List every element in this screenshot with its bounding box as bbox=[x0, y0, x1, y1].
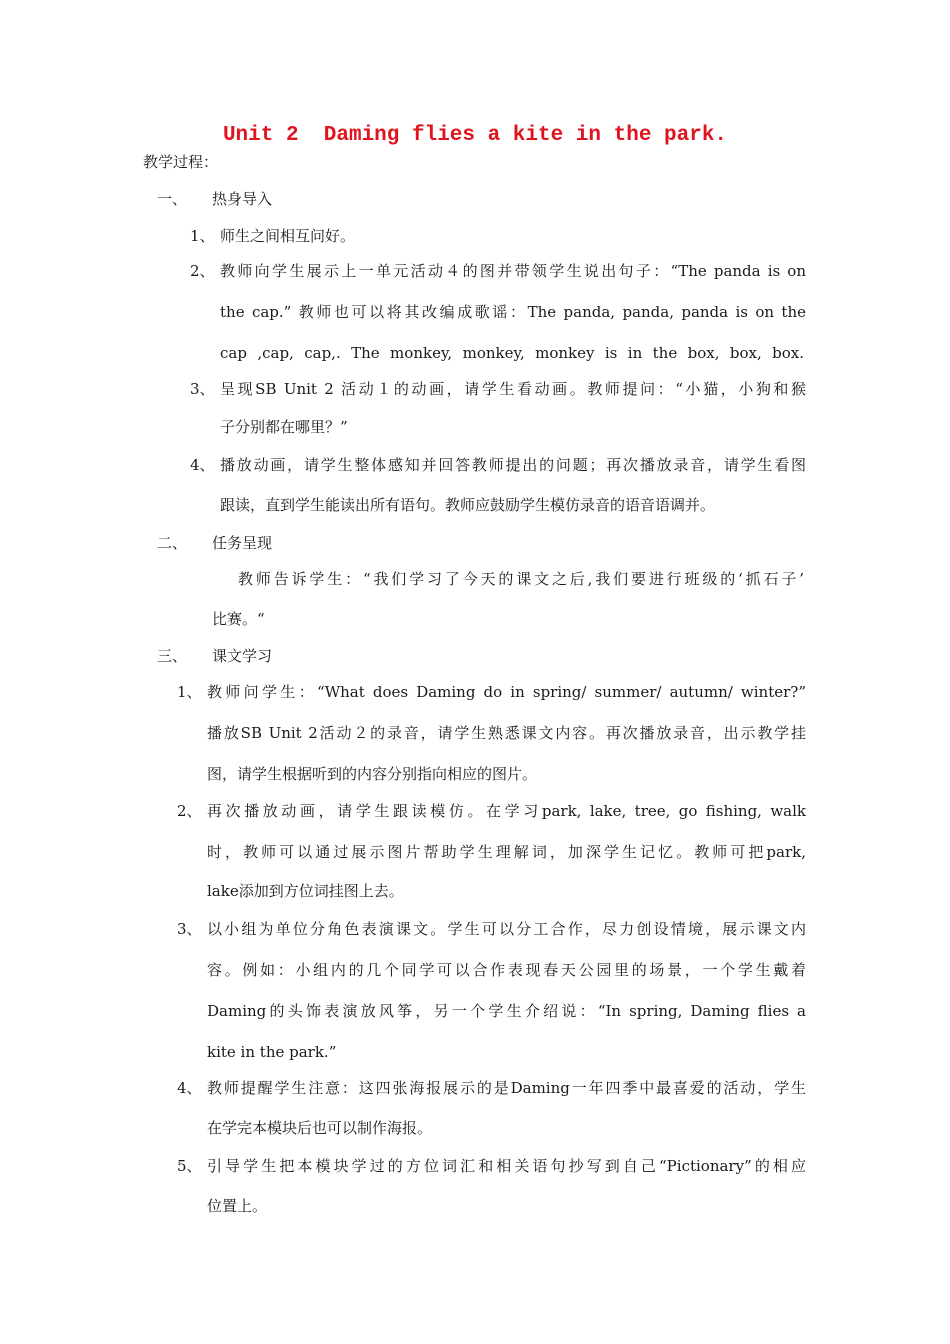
s1-item-3-number: 3、 bbox=[190, 380, 215, 398]
s3-item-1-line-3: 图，请学生根据听到的内容分别指向相应的图片。 bbox=[207, 765, 538, 783]
s3-item-5-number: 5、 bbox=[177, 1157, 202, 1175]
s1-item-2-line-1: 教师向学生展示上一单元活动４的图并带领学生说出句子：“The panda is on bbox=[220, 262, 806, 280]
s1-item-4-line-1: 播放动画，请学生整体感知并回答教师提出的问题；再次播放录音，请学生看图 bbox=[220, 456, 806, 474]
s3-item-4-number: 4、 bbox=[177, 1079, 202, 1097]
s3-item-3-line-4: kite in the park.” bbox=[207, 1043, 337, 1061]
s1-item-4-line-2: 跟读，直到学生能读出所有语句。教师应鼓励学生模仿录音的语音语调并。 bbox=[220, 496, 716, 514]
s3-item-2-line-3: lake添加到方位词挂图上去。 bbox=[207, 882, 404, 900]
section-2-number: 二、 bbox=[157, 534, 188, 552]
s3-item-1-line-2: 播放SB Unit 2活动２的录音，请学生熟悉课文内容。再次播放录音，出示教学挂 bbox=[207, 724, 806, 742]
s1-item-1-line-1: 师生之间相互问好。 bbox=[220, 227, 356, 245]
s3-item-2-number: 2、 bbox=[177, 802, 202, 820]
s3-item-3-number: 3、 bbox=[177, 920, 202, 938]
s1-item-4-number: 4、 bbox=[190, 456, 215, 474]
section-3-number: 三、 bbox=[157, 647, 188, 665]
section-1-number: 一、 bbox=[157, 190, 188, 208]
s2-paragraph-line-1: 教师告诉学生：“我们学习了今天的课文之后,我们要进行班级的‘抓石子’ bbox=[238, 570, 804, 588]
s3-item-4-line-2: 在学完本模块后也可以制作海报。 bbox=[207, 1119, 433, 1137]
s1-item-1-number: 1、 bbox=[190, 227, 215, 245]
s1-item-2-line-3: cap ,cap, cap,. The monkey, monkey, monkey is in the box, box, box. bbox=[220, 344, 804, 362]
s3-item-3-line-3: Daming的头饰表演放风筝，另一个学生介绍说：“In spring, Daming flies a bbox=[207, 1002, 806, 1020]
s1-item-2-number: 2、 bbox=[190, 262, 215, 280]
s3-item-1-line-1: 教师问学生：“What does Daming do in spring/ summer/ autumn/ winter?” bbox=[207, 683, 806, 701]
document-title: Unit 2 Daming flies a kite in the park. bbox=[222, 124, 728, 147]
process-label: 教学过程： bbox=[143, 153, 219, 171]
s3-item-2-line-1: 再次播放动画，请学生跟读模仿。在学习park, lake, tree, go fishing, walk bbox=[207, 802, 806, 820]
s3-item-2-line-2: 时，教师可以通过展示图片帮助学生理解词，加深学生记忆。教师可把park, bbox=[207, 843, 806, 861]
s3-item-3-line-2: 容。例如：小组内的几个同学可以合作表现春天公园里的场景，一个学生戴着 bbox=[207, 961, 806, 979]
s3-item-4-line-1: 教师提醒学生注意：这四张海报展示的是Daming一年四季中最喜爱的活动，学生 bbox=[207, 1079, 806, 1097]
s3-item-5-line-1: 引导学生把本模块学过的方位词汇和相关语句抄写到自己“Pictionary”的相应 bbox=[207, 1157, 806, 1175]
s2-paragraph-line-2: 比赛。“ bbox=[212, 610, 265, 628]
section-2-title: 任务呈现 bbox=[212, 534, 273, 552]
s3-item-1-number: 1、 bbox=[177, 683, 202, 701]
s1-item-2-line-2: the cap.” 教师也可以将其改编成歌谣：The panda, panda, panda is on the bbox=[220, 303, 806, 321]
s1-item-3-line-2: 子分别都在哪里？” bbox=[220, 418, 348, 436]
section-3-title: 课文学习 bbox=[212, 647, 273, 665]
s3-item-3-line-1: 以小组为单位分角色表演课文。学生可以分工合作，尽力创设情境，展示课文内 bbox=[207, 920, 806, 938]
section-1-title: 热身导入 bbox=[212, 190, 273, 208]
s1-item-3-line-1: 呈现SB Unit 2 活动１的动画，请学生看动画。教师提问：“小猫，小狗和猴 bbox=[220, 380, 806, 398]
s3-item-5-line-2: 位置上。 bbox=[207, 1197, 268, 1215]
